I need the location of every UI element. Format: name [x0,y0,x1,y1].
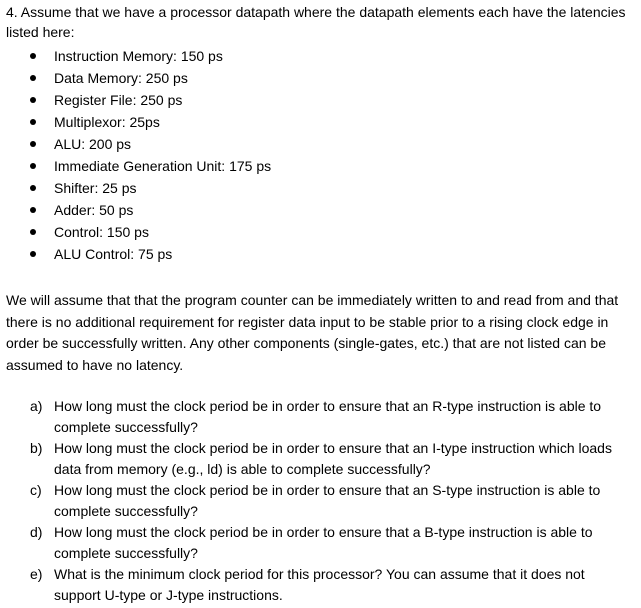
latency-item [6,221,634,243]
latency-item [6,133,634,155]
latency-text: Control: 150 ps [54,224,149,240]
latency-text: Immediate Generation Unit: 175 ps [54,158,272,174]
question-label: a) [30,398,43,414]
question-item [6,564,634,606]
question-label: d) [30,524,43,540]
bullet-icon [30,163,36,169]
question-label: b) [30,440,43,456]
question-label: c) [30,482,42,498]
bullet-icon [30,229,36,235]
question-text: How long must the clock period be in order to ensure that an R-type instruction is able to complete successfully? [54,398,602,435]
bullet-icon [30,141,36,147]
bullet-icon [30,185,36,191]
question-item [6,438,634,480]
bullet-icon [30,53,36,59]
question-item [6,396,634,438]
question-text: How long must the clock period be in order to ensure that an I-type instruction which loads data from memory (e.g., ld) is able to complete successfully? [54,440,612,477]
bullet-icon [30,207,36,213]
question-list [6,396,634,606]
question-text: How long must the clock period be in order to ensure that a B-type instruction is able to complete successfully? [54,524,593,561]
bullet-icon [30,119,36,125]
latency-text: Multiplexor: 25ps [54,114,160,130]
bullet-icon [30,97,36,103]
latency-item [6,67,634,89]
bullet-icon [30,251,36,257]
latency-text: Instruction Memory: 150 ps [54,48,223,64]
latency-item [6,155,634,177]
problem-document [6,2,634,606]
latency-item [6,243,634,265]
question-text: What is the minimum clock period for this processor? You can assume that it does not support U-type or J-type instructions. [54,566,585,603]
latency-item [6,199,634,221]
latency-item [6,45,634,67]
latency-text: Adder: 50 ps [54,202,134,218]
assumption-paragraph: We will assume that that the program counter can be immediately written to and read from and that there is no additional requirement for register data input to be stable prior to a rising clock edge in order be successfully written. Any other components (single-gates, etc.) that are not listed can be assumed to have no latency. [6,292,619,373]
question-item [6,522,634,564]
latency-text: ALU Control: 75 ps [54,246,173,262]
latency-text: Shifter: 25 ps [54,180,137,196]
bullet-icon [30,75,36,81]
latency-item [6,177,634,199]
question-label: e) [30,566,43,582]
latency-text: Register File: 250 ps [54,92,183,108]
question-item [6,480,634,522]
latency-list [6,45,634,265]
latency-text: ALU: 200 ps [54,136,132,152]
latency-text: Data Memory: 250 ps [54,70,188,86]
problem-intro: 4. Assume that we have a processor datapath where the datapath elements each have the latencies listed here: [6,4,626,40]
question-text: How long must the clock period be in order to ensure that an S-type instruction is able to complete successfully? [54,482,601,519]
latency-item [6,89,634,111]
latency-item [6,111,634,133]
